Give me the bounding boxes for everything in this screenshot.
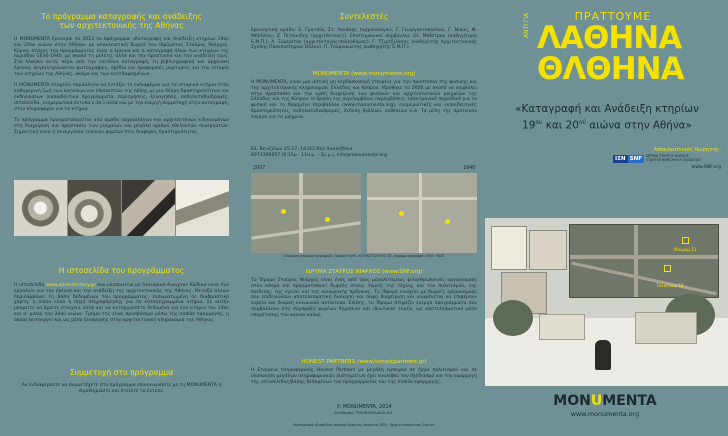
contributors-title: Συντελεστές — [339, 12, 389, 21]
aerial-photo — [569, 224, 719, 298]
join-description: Αν ενδιαφέρεστε να συμμετέχετε στο πρόγραμμα επικοινωνήστε με τη MONUMENTA ή συμπληρώστε και στείλτε το έντυπο. — [21, 383, 222, 394]
middle-column — [243, 0, 485, 436]
printer-credit: Εκτύπωση: ΤΥΠΟΚΥΚΛΑΔΙΚΗ Α.Ε. — [334, 411, 394, 415]
cover-photo-credit: Φωτογραφία εξωφύλλου: περιοχή Κυψελου, δεκαετία 1920 · Αρχείο οικογένειας Στηλίου — [293, 423, 435, 427]
map-caption: Σύγκριση αεροφωτογραφιών: Google Earth, ΚΤΗΜΑΤΟΛΟΓΙΟ ΑΕ, αεροφωτογραφία 1940: ΟΚΧΕ — [283, 254, 445, 258]
copyright: © MONUMENTA, 2014 — [336, 404, 392, 410]
contributors-text: Ερευνητική ομάδα: Ε. Γρατσία, Στ. Λεκάκης (αρχαιολόγοι), Γ. Γεωργαντοπούλου, Γ. Νίκας, Φ. Μπελλίου, Ζ. Πιτσικίδης (αρχιτέκτονες). Επιστημονικοί σύμβουλοι: Ελ. Μαΐστρου (καθηγήτρια Ε.Μ.Π.), Α. Ξυμερίτου (αρχιτέκτονας-πολεοδόμος), Γ. Τζιρτζιλάκης (καθηγητής Αρχιτεκτονικής Σχολής Πανεπιστημίου Βόλου), Π. Τουρνικιώτης (καθηγητής Ε.Μ.Π.). — [251, 28, 477, 51]
staircase-photo-2 — [68, 180, 121, 236]
cover-column — [485, 0, 728, 436]
staircase-photo-1 — [14, 180, 67, 236]
snf-url: www.SNF.org — [691, 165, 721, 170]
staircase-photos — [14, 180, 229, 236]
logo-side-text: ΑΝΤΙ ΓΙΑ — [523, 12, 530, 38]
aerial-map-2007 — [251, 173, 361, 253]
sponsor-label: Αποκλειστικός δωρητής: — [653, 147, 721, 153]
website-title: Η ιστοσελίδα του προγράμματος — [58, 266, 185, 275]
join-title: Συμμετοχή στο πρόγραμμα — [69, 368, 174, 377]
person-figure — [595, 340, 611, 370]
snf-section-title: ΙΔΡΥΜΑ ΣΤΑΥΡΟΣ ΝΙΑΡΧΟΣ (www.SNF.org) — [305, 269, 423, 275]
aerial-map-comparison — [251, 166, 477, 258]
aerial-map-1940 — [367, 173, 477, 253]
building-photo-1 — [491, 226, 527, 270]
staircase-photo-3 — [122, 180, 175, 236]
monumenta-section-title: MONUMENTA (www.monumenta.org) — [312, 71, 416, 77]
photo-label-1: Μαυρομ.11 — [674, 247, 697, 252]
honest-partners-description: Η Εταιρεία πληροφορικής Honest Partners με μεγάλη εμπειρία σε έργα πολιτισμού και σε υλοποίηση μεγάλων πληροφοριακών συστημάτων έχει αναλάβει τον σχεδιασμό και την εφαρμογή της ιστοσελίδας/βάσης δεδομένων του προγράμματος και της mobile εφαρμογής. — [251, 368, 477, 385]
monumenta-logo — [525, 393, 685, 418]
cover-photo-collage — [485, 218, 728, 386]
snf-logo-mark: ΙΣΝ SNF — [615, 156, 643, 162]
map-year-1940: 1940 — [463, 166, 476, 171]
program-description: Η MONUMENTA ξεκίνησε το 2013 το πρόγραμμα «Καταγραφή και Ανάδειξη κτηρίων 19ου και 20ου αιώνα στην Αθήνα» με αποκλειστική δωρεά του Ιδρύματος Σταύρος Νιάρχος. Κύριος στόχος του προγράμματος είναι η έρευνα και η καταγραφή όλων των κτηρίων της περιόδου 1830-1940, με σκοπό τη μελέτη, αλλά και την προστασία και την ανάδειξή τους. Στο πλαίσιο αυτό, πέρα από την επιτόπια καταγραφή, τη βιβλιογραφική και αρχειακή έρευνα, συγκεντρώνονται φωτογραφίες, σχέδια και προφορικές μαρτυρίες για την ιστορία των κτηρίων της Αθήνας, ακόμα και των κατεδαφισμένων. Η MONUMENTA στοχεύει παράλληλα να εντάξει το ενδιαφέρον για τα ιστορικά κτήρια στην καθημερινή ζωή των κατοίκων και επισκεπτών της πόλης με μια δέσμη δραστηριοτήτων και εκδηλώσεων (εκπαιδευτικά προγράμματα, περιηγήσεις, ξεναγήσεις, ποδηλατοδιαδρομές, ιστοσελίδα, ενημερωτικά έντυπα κ.λπ.) αλλά και με την ενεργή συμμετοχή στην καταγραφή, στην πληροφορία για τα κτήρια. Το πρόγραμμα πραγματοποιείται από ομάδα αρχαιολόγων και αρχιτεκτόνων ειδικευμένων στη διαχείριση και προστασία των μνημείων και μεγάλο αριθμό εθελοντών συνεργατών. Σημαντική είναι η συνεργασία τοπικών φορέων στις διάφορες δραστηριότητες. — [14, 37, 229, 135]
website-description: Η ιστοσελίδα www.athenshistory.gr που υλοποιείται με Λογισμικό Ανοιχτού Κώδικα είναι ένα εργαλείο για την έρευνα και την ανάδειξη της αρχιτεκτονικής της Αθήνας. Μεταξύ άλλων περιλαμβάνει τη βάση δεδομένων του προγράμματος, ενσωματωμένη σε διαδραστικό χάρτη, η οποία είναι η πηγή πληροφόρησης για τα καταγεγραμμένα κτήρια. Σε αυτήν μπορείτε να βρείτε στοιχεία αλλά και να καταχωρίσετε δεδομένα για ένα κτήριο του 19ου και α' μισού του 20ού αιώνα. Τμήμα της είναι προσβάσιμο μέσω της mobile εφαρμογής, η οποία λειτουργεί και ως μέσο ξενάγησης στην αρχιτεκτονική κληρονομιά της Αθήνας. — [14, 283, 229, 323]
program-title: Το πρόγραμμα καταγραφής και ανάδειξης των αρχιτεκτονικής της Αθήνας — [41, 12, 202, 30]
map-year-2007: 2007 — [253, 166, 266, 171]
snf-description: Το Ίδρυμα Σταύρος Νιάρχος είναι ένας από τους μεγαλύτερους φιλανθρωπικούς οργανισμούς στον κόσμο και πραγματοποιεί δωρεές στους τομείς της τέχνης και του πολιτισμού, της παιδείας, της υγείας και της κοινωνικής πρόνοιας. Το Ίδρυμα ενισχύει με δωρεές οργανισμούς που επιδεικνύουν αποτελεσματική διοίκηση και σαφή διαχείριση και αναμένεται να επιφέρουν ευρεία και διαρκή κοινωνικό αντίκτυπο. Επίσης, το Ίδρυμα στηρίζει ενεργά προγράμματα που συμβάλλουν στη σύμπραξη φορέων δημόσιου και ιδιωτικού τομέα, ως αποτελεσματικό μέσο υπηρέτησης του κοινού καλού. — [251, 278, 477, 318]
monumenta-address: Ελ. Βενιζέλου 25-27, 14343 Νέα Χαλκηδόνα 6973306857 (6:15μ - 11π.μ. - 2μ.μ.), info@monumenta.org — [251, 147, 387, 158]
snf-logo — [613, 155, 721, 163]
monumenta-description: Η MONUMENTA, είναι μια αστική μη κερδοσκοπική εταιρεία για την προστασία της φυσικής και της αρχιτεκτονικής κληρονομιάς Ελλάδας και Κύπρου. Ιδρύθηκε το 2006 με σκοπό να συμβάλει στην προστασία και την ορθή διαχείριση των φυσικών και αρχιτεκτονικών μνημείων της Ελλάδας και της Κύπρου. Η δράση της περιλαμβάνει παρεμβάσεις, ηλεκτρονικό περιοδικό για το φυσικό και το δομημένο περιβάλλον (www.monumenta.org), ενημερωτικές και εκπαιδευτικές δραστηριότητες, ποδηλατοδιαδρομές, έκδοση βιβλίων, εκθέσεων κ.ά. Τα μέλη της πρότειναν ενεργά για τα μνημεία. — [251, 80, 477, 120]
snf-logo-text: ΙΔΡΥΜΑ ΣΤΑΥΡΟΣ ΝΙΑΡΧΟΣ STAVROS NIARCHOS FOUNDATION — [646, 154, 701, 162]
logo-line-2: ΘΛΘΗΝΑ — [537, 51, 684, 87]
photo-label-2: Τσακάλωφ 18 — [656, 283, 684, 288]
building-photo-2 — [529, 230, 567, 270]
logo-line-1: ΛΑΘΗΝΑ — [537, 20, 682, 56]
sponsor-block — [613, 147, 721, 170]
program-headline: «Καταγραφή και Ανάδειξη κτηρίων $19^{o\upsilon}$ και $20^{oύ}$ αιώνα στην Αθήνα» — [515, 103, 699, 132]
monumenta-url[interactable]: www.monumenta.org — [570, 410, 640, 418]
left-column — [0, 0, 243, 436]
honest-partners-title: HONEST PARTNERS (www.honestpartners.gr) — [301, 359, 427, 365]
prattoume-heading: ΠΡΑΤΤΟΥΜΕ — [574, 10, 652, 23]
website-link[interactable]: www.athenshistory.gr — [46, 283, 96, 288]
monumenta-wordmark: MONUMENTA — [553, 393, 657, 409]
staircase-photo-4 — [176, 180, 229, 236]
